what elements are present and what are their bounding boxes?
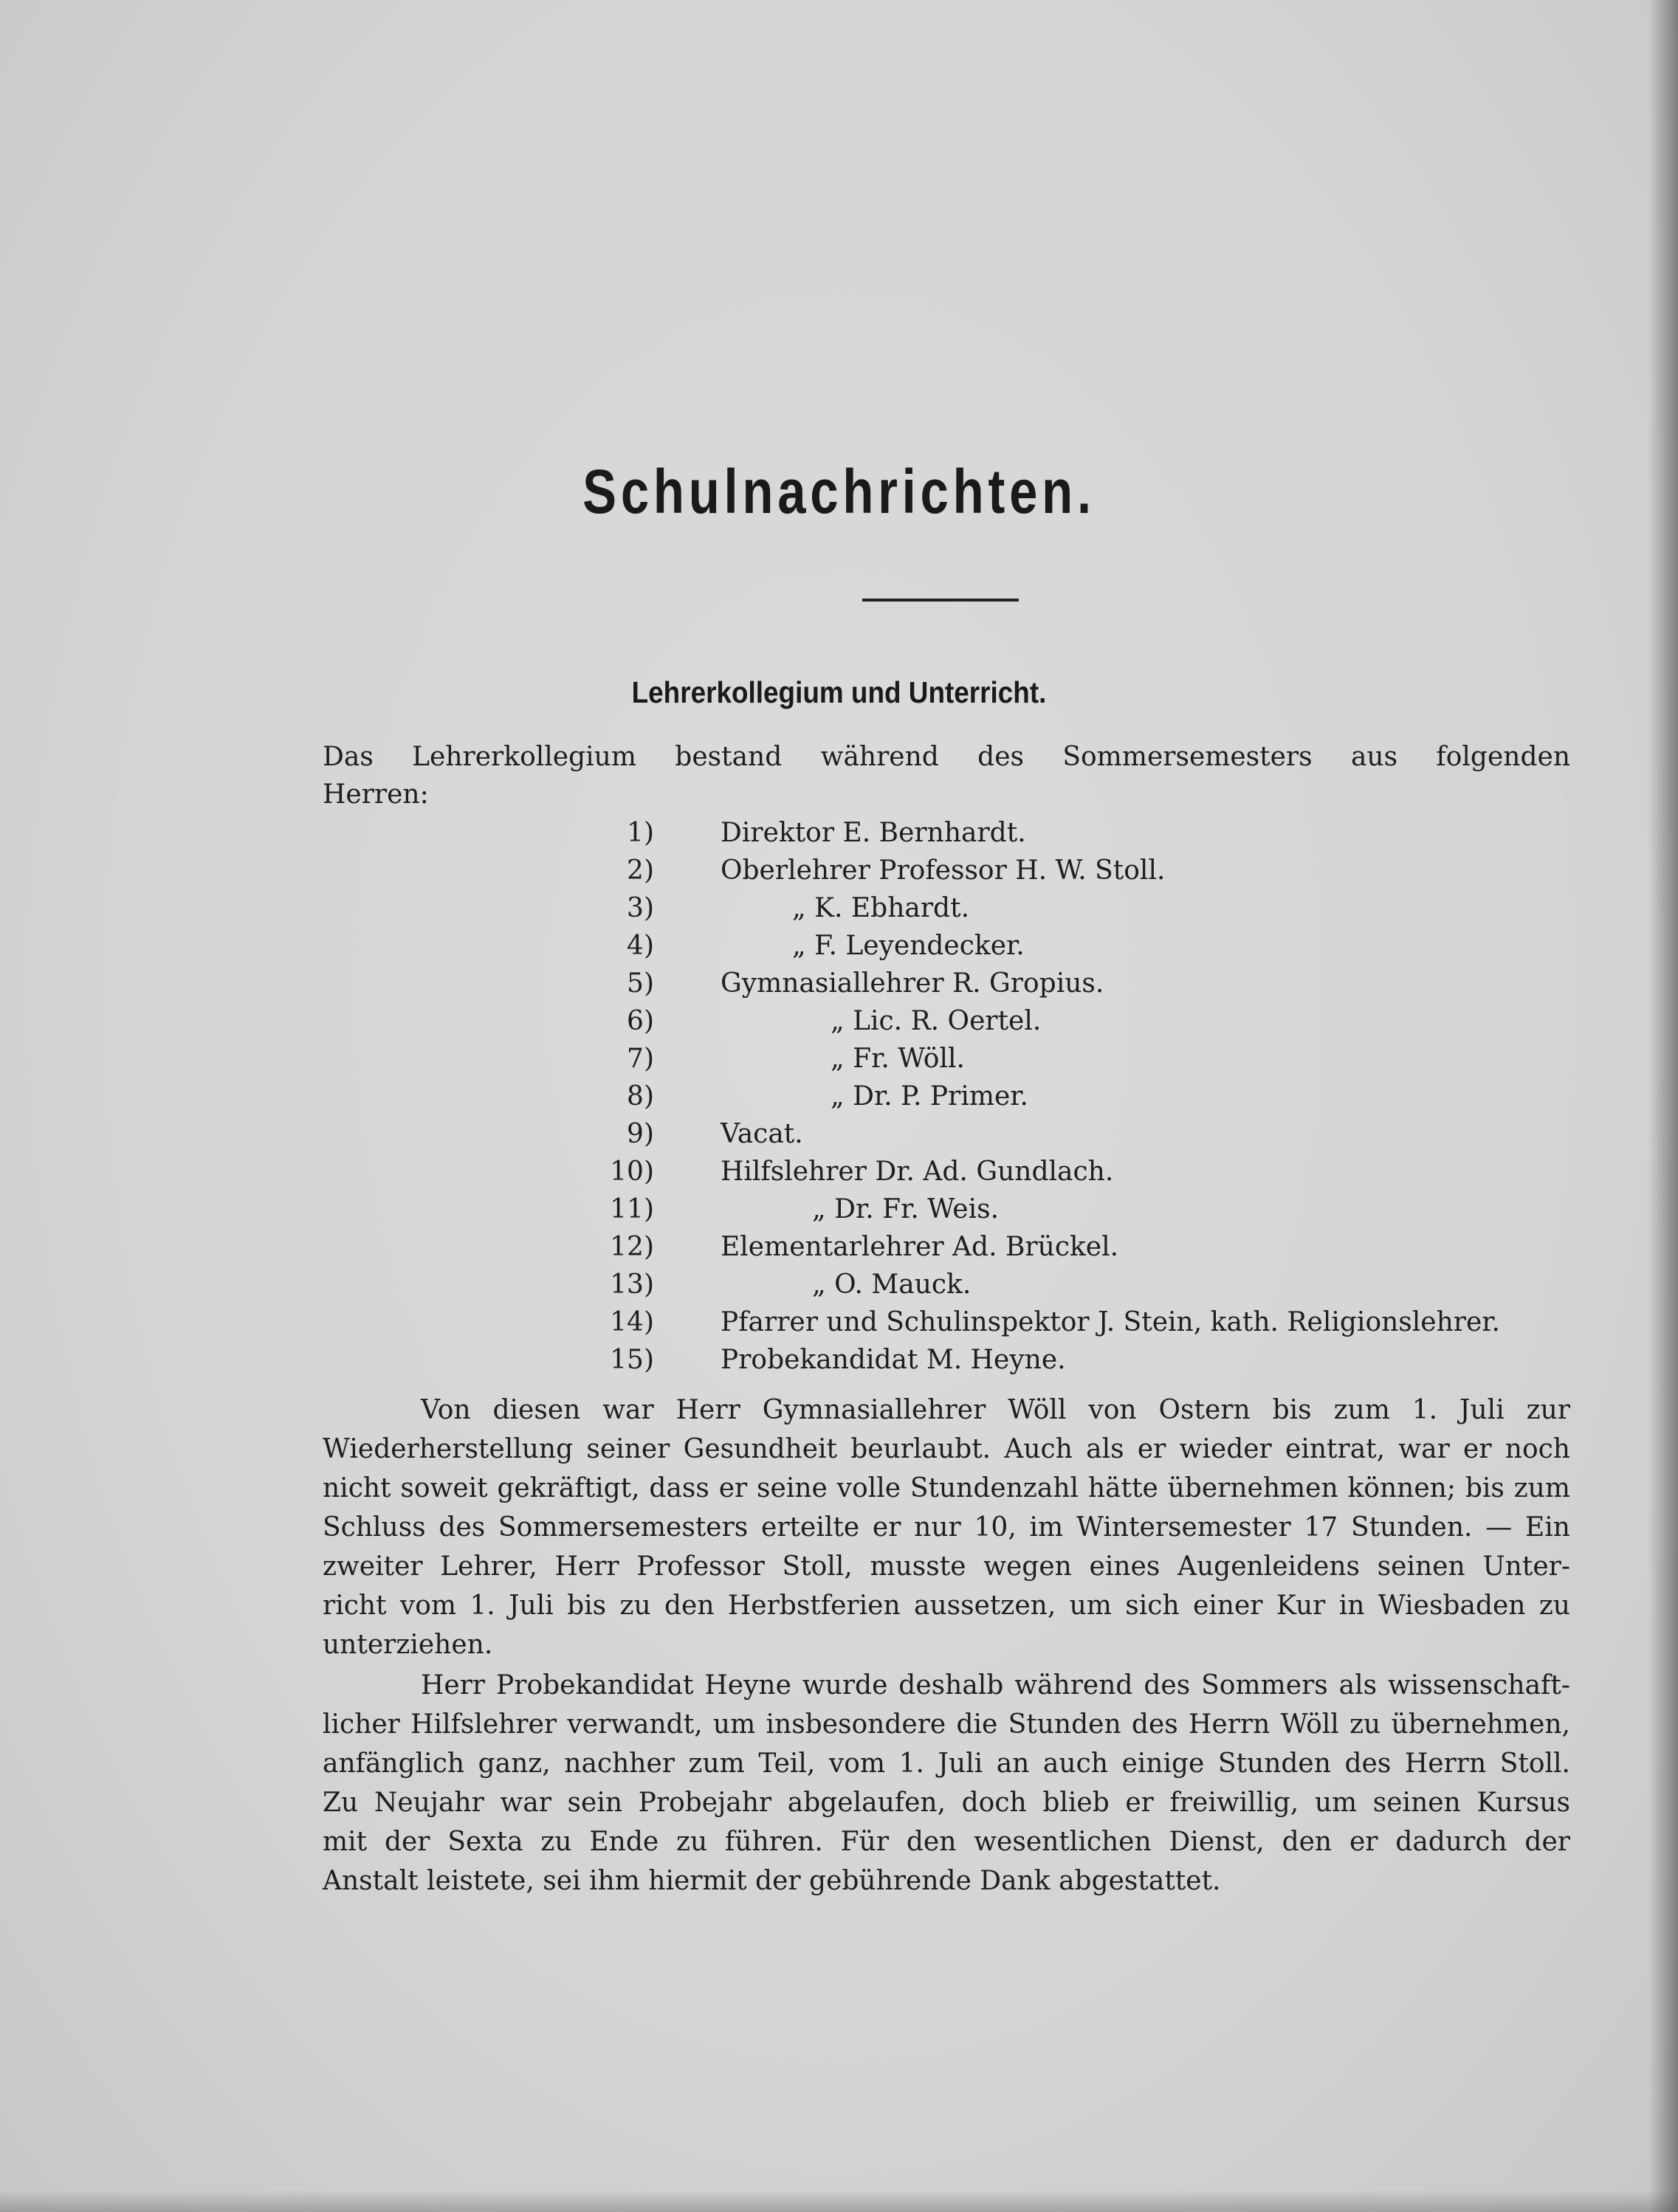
staff-entry <box>627 893 1595 933</box>
staff-entry <box>627 968 1595 1008</box>
staff-name: „ O. Mauck. <box>812 1269 972 1300</box>
staff-entry <box>610 1157 1595 1196</box>
staff-number: 2) <box>627 855 654 886</box>
staff-number: 13) <box>610 1269 654 1300</box>
staff-name: „ Fr. Wöll. <box>831 1044 965 1074</box>
intro-line-2: Herren: <box>323 779 429 810</box>
staff-entry <box>610 1345 1595 1385</box>
page-title: Schulnachrichten. <box>582 457 1096 526</box>
staff-number: 15) <box>610 1345 654 1375</box>
paragraph-line: licher Hilfslehrer verwandt, um insbesondere die Stunden des Herrn Wöll zu übernehmen, <box>323 1709 1570 1740</box>
staff-number: 3) <box>627 893 654 923</box>
staff-name: „ Lic. R. Oertel. <box>831 1006 1042 1036</box>
staff-name: Oberlehrer Professor H. W. Stoll. <box>721 855 1166 886</box>
staff-number: 9) <box>627 1119 654 1149</box>
staff-number: 1) <box>627 818 654 848</box>
staff-name: „ F. Leyendecker. <box>792 931 1025 961</box>
staff-name: Probekandidat M. Heyne. <box>721 1345 1066 1375</box>
paragraph-line: Anstalt leistete, sei ihm hiermit der gebührende Dank abgestattet. <box>323 1866 1221 1896</box>
staff-number: 7) <box>627 1044 654 1074</box>
staff-number: 14) <box>610 1307 654 1337</box>
paragraph-line: unterziehen. <box>323 1630 493 1660</box>
paragraph-line: zweiter Lehrer, Herr Professor Stoll, musste wegen eines Augenleidens seinen Unter- <box>323 1551 1570 1582</box>
staff-name: Vacat. <box>721 1119 803 1149</box>
staff-name: Direktor E. Bernhardt. <box>721 818 1026 848</box>
page-edge-shadow <box>1648 0 1678 2212</box>
paragraph-line: Von diesen war Herr Gymnasiallehrer Wöll von Ostern bis zum 1. Juli zur <box>421 1395 1570 1425</box>
staff-name: „ Dr. Fr. Weis. <box>812 1194 1000 1224</box>
staff-entry <box>610 1269 1595 1309</box>
paragraph-line: mit der Sexta zu Ende zu führen. Für den wesentlichen Dienst, den er dadurch der <box>323 1827 1570 1857</box>
staff-name: „ Dr. P. Primer. <box>831 1081 1028 1112</box>
staff-number: 11) <box>610 1194 654 1224</box>
intro-line-1: Das Lehrerkollegium bestand während des Sommersemesters aus folgenden <box>323 742 1570 772</box>
staff-name: Elementarlehrer Ad. Brückel. <box>721 1232 1119 1262</box>
staff-entry <box>627 818 1595 858</box>
paragraph-line: richt vom 1. Juli bis zu den Herbstferien aussetzen, um sich einer Kur in Wiesbaden zu <box>323 1591 1570 1621</box>
staff-list <box>610 818 1595 1385</box>
staff-entry <box>627 1006 1595 1046</box>
staff-entry <box>610 1194 1595 1234</box>
paragraph-line: Schluss des Sommersemesters erteilte er nur 10, im Wintersemester 17 Stunden. — Ein <box>323 1512 1570 1543</box>
staff-number: 6) <box>627 1006 654 1036</box>
title-divider <box>862 599 1019 602</box>
paragraph-line: nicht soweit gekräftigt, dass er seine volle Stundenzahl hätte übernehmen können; bis zum <box>323 1473 1570 1503</box>
paragraph-line: Wiederherstellung seiner Gesundheit beurlaubt. Auch als er wieder eintrat, war er noch <box>323 1434 1570 1464</box>
staff-number: 5) <box>627 968 654 999</box>
staff-name: Gymnasiallehrer R. Gropius. <box>721 968 1104 999</box>
paragraph-line: anfänglich ganz, nachher zum Teil, vom 1. Juli an auch einige Stunden des Herrn Stoll. <box>323 1748 1570 1779</box>
staff-entry <box>610 1232 1595 1272</box>
staff-entry <box>627 1044 1595 1083</box>
section-heading: Lehrerkollegium und Unterricht. <box>631 675 1047 709</box>
staff-entry <box>627 1119 1595 1159</box>
paragraph-line: Zu Neujahr war sein Probejahr abgelaufen, doch blieb er freiwillig, um seinen Kursus <box>323 1788 1570 1818</box>
staff-number: 12) <box>610 1232 654 1262</box>
staff-number: 10) <box>610 1157 654 1187</box>
staff-entry <box>610 1307 1595 1347</box>
paragraph-line: Herr Probekandidat Heyne wurde deshalb während des Sommers als wissenschaft- <box>421 1670 1570 1701</box>
staff-name: Pfarrer und Schulinspektor J. Stein, kath. Religionslehrer. <box>721 1307 1500 1337</box>
staff-entry <box>627 855 1595 895</box>
page-bottom-shadow <box>0 2190 1678 2212</box>
staff-number: 4) <box>627 931 654 961</box>
staff-name: Hilfslehrer Dr. Ad. Gundlach. <box>721 1157 1114 1187</box>
staff-entry <box>627 1081 1595 1121</box>
staff-name: „ K. Ebhardt. <box>792 893 970 923</box>
staff-entry <box>627 931 1595 971</box>
staff-number: 8) <box>627 1081 654 1112</box>
